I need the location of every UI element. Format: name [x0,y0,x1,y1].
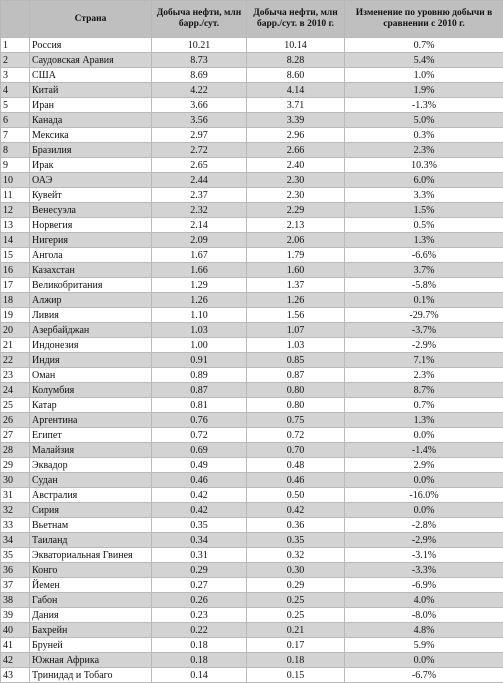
country-cell: Бруней [30,638,152,653]
production-cell: 0.42 [152,503,247,518]
production-2010-cell: 0.80 [247,383,345,398]
production-cell: 1.26 [152,293,247,308]
change-cell: 3.7% [345,263,503,278]
change-cell: 0.5% [345,218,503,233]
production-2010-cell: 0.46 [247,473,345,488]
row-number-cell: 41 [1,638,30,653]
table-row [1,668,503,683]
row-number-cell: 6 [1,113,30,128]
change-cell: -6.7% [345,668,503,683]
production-cell: 0.14 [152,668,247,683]
change-cell: 5.4% [345,53,503,68]
production-2010-cell: 0.25 [247,608,345,623]
table-row [1,218,503,233]
country-cell: Тринидад и Тобаго [30,668,152,683]
country-cell: Алжир [30,293,152,308]
table-row [1,323,503,338]
row-number-cell: 16 [1,263,30,278]
table-row [1,83,503,98]
production-2010-cell: 0.72 [247,428,345,443]
production-2010-cell: 0.87 [247,368,345,383]
production-2010-cell: 10.14 [247,38,345,53]
production-cell: 0.18 [152,653,247,668]
production-cell: 3.56 [152,113,247,128]
row-number-cell: 32 [1,503,30,518]
table-row [1,488,503,503]
row-number-cell: 30 [1,473,30,488]
row-number-cell: 28 [1,443,30,458]
row-number-cell: 8 [1,143,30,158]
country-cell: Великобритания [30,278,152,293]
production-cell: 1.03 [152,323,247,338]
production-cell: 1.00 [152,338,247,353]
table-row [1,518,503,533]
production-cell: 2.14 [152,218,247,233]
table-row [1,308,503,323]
row-number-cell: 33 [1,518,30,533]
production-2010-cell: 0.50 [247,488,345,503]
production-cell: 1.66 [152,263,247,278]
production-2010-cell: 2.13 [247,218,345,233]
row-number-cell: 39 [1,608,30,623]
country-cell: Индия [30,353,152,368]
production-cell: 3.66 [152,98,247,113]
table-row [1,38,503,53]
change-cell: 0.3% [345,128,503,143]
production-2010-cell: 1.79 [247,248,345,263]
country-cell: Бахрейн [30,623,152,638]
row-number-cell: 25 [1,398,30,413]
country-cell: Китай [30,83,152,98]
country-cell: Эквадор [30,458,152,473]
country-cell: Ангола [30,248,152,263]
production-2010-cell: 3.39 [247,113,345,128]
row-number-cell: 15 [1,248,30,263]
table-row [1,368,503,383]
row-number-cell: 9 [1,158,30,173]
production-cell: 0.18 [152,638,247,653]
row-number-cell: 22 [1,353,30,368]
change-cell: 0.7% [345,398,503,413]
country-cell: Ирак [30,158,152,173]
country-cell: Аргентина [30,413,152,428]
table-row [1,458,503,473]
change-cell: -16.0% [345,488,503,503]
country-cell: Норвегия [30,218,152,233]
production-2010-cell: 1.56 [247,308,345,323]
country-cell: Нигерия [30,233,152,248]
change-cell: -3.3% [345,563,503,578]
country-cell: Экваториальная Гвинея [30,548,152,563]
row-number-cell: 26 [1,413,30,428]
production-cell: 0.69 [152,443,247,458]
header-change: Изменение по уровню добычи в сравнении с 2010 г. [345,1,503,38]
production-cell: 1.29 [152,278,247,293]
table-row [1,563,503,578]
change-cell: -1.3% [345,98,503,113]
production-2010-cell: 0.80 [247,398,345,413]
change-cell: 2.3% [345,143,503,158]
production-cell: 0.29 [152,563,247,578]
table-row [1,398,503,413]
row-number-cell: 12 [1,203,30,218]
production-cell: 0.49 [152,458,247,473]
table-row [1,548,503,563]
country-cell: Йемен [30,578,152,593]
country-cell: Габон [30,593,152,608]
change-cell: -2.9% [345,533,503,548]
production-cell: 0.89 [152,368,247,383]
change-cell: 0.0% [345,473,503,488]
change-cell: 5.9% [345,638,503,653]
table-row [1,593,503,608]
table-body [1,38,503,683]
country-cell: Канада [30,113,152,128]
production-cell: 8.69 [152,68,247,83]
country-cell: Колумбия [30,383,152,398]
production-cell: 0.31 [152,548,247,563]
header-number [1,1,30,38]
change-cell: 7.1% [345,353,503,368]
row-number-cell: 4 [1,83,30,98]
row-number-cell: 5 [1,98,30,113]
production-cell: 2.32 [152,203,247,218]
production-2010-cell: 0.42 [247,503,345,518]
table-row [1,443,503,458]
change-cell: -2.9% [345,338,503,353]
country-cell: Дания [30,608,152,623]
production-cell: 8.73 [152,53,247,68]
row-number-cell: 18 [1,293,30,308]
production-cell: 2.09 [152,233,247,248]
production-2010-cell: 0.36 [247,518,345,533]
table-row [1,353,503,368]
production-2010-cell: 4.14 [247,83,345,98]
production-cell: 4.22 [152,83,247,98]
table-row [1,623,503,638]
production-2010-cell: 0.48 [247,458,345,473]
production-2010-cell: 1.60 [247,263,345,278]
production-2010-cell: 1.07 [247,323,345,338]
production-cell: 0.76 [152,413,247,428]
row-number-cell: 11 [1,188,30,203]
row-number-cell: 40 [1,623,30,638]
production-cell: 0.35 [152,518,247,533]
table-row [1,428,503,443]
production-cell: 0.91 [152,353,247,368]
table-row [1,653,503,668]
table-row [1,173,503,188]
country-cell: Оман [30,368,152,383]
production-2010-cell: 0.70 [247,443,345,458]
production-cell: 2.44 [152,173,247,188]
country-cell: Сирия [30,503,152,518]
production-2010-cell: 2.30 [247,173,345,188]
country-cell: Ливия [30,308,152,323]
table-row [1,188,503,203]
production-cell: 0.27 [152,578,247,593]
production-cell: 0.46 [152,473,247,488]
row-number-cell: 35 [1,548,30,563]
production-cell: 2.72 [152,143,247,158]
table-row [1,128,503,143]
production-2010-cell: 1.37 [247,278,345,293]
change-cell: 2.3% [345,368,503,383]
country-cell: Малайзия [30,443,152,458]
table-row [1,263,503,278]
table-row [1,473,503,488]
production-cell: 2.37 [152,188,247,203]
change-cell: -8.0% [345,608,503,623]
table-row [1,233,503,248]
row-number-cell: 23 [1,368,30,383]
table-row [1,203,503,218]
row-number-cell: 42 [1,653,30,668]
change-cell: -29.7% [345,308,503,323]
country-cell: Венесуэла [30,203,152,218]
change-cell: -6.9% [345,578,503,593]
row-number-cell: 19 [1,308,30,323]
row-number-cell: 7 [1,128,30,143]
row-number-cell: 29 [1,458,30,473]
row-number-cell: 24 [1,383,30,398]
country-cell: Австралия [30,488,152,503]
country-cell: Таиланд [30,533,152,548]
production-cell: 0.87 [152,383,247,398]
table-row [1,113,503,128]
row-number-cell: 36 [1,563,30,578]
production-2010-cell: 2.30 [247,188,345,203]
table-row [1,608,503,623]
country-cell: Бразилия [30,143,152,158]
production-2010-cell: 1.26 [247,293,345,308]
change-cell: 1.3% [345,413,503,428]
change-cell: -1.4% [345,443,503,458]
row-number-cell: 21 [1,338,30,353]
change-cell: -3.7% [345,323,503,338]
table-header-row [1,1,503,38]
row-number-cell: 13 [1,218,30,233]
change-cell: 3.3% [345,188,503,203]
production-2010-cell: 3.71 [247,98,345,113]
country-cell: Казахстан [30,263,152,278]
production-cell: 1.10 [152,308,247,323]
production-2010-cell: 2.96 [247,128,345,143]
country-cell: ОАЭ [30,173,152,188]
country-cell: США [30,68,152,83]
table-row [1,98,503,113]
change-cell: 1.0% [345,68,503,83]
production-cell: 0.26 [152,593,247,608]
country-cell: Конго [30,563,152,578]
country-cell: Россия [30,38,152,53]
change-cell: 0.0% [345,503,503,518]
country-cell: Индонезия [30,338,152,353]
production-cell: 0.72 [152,428,247,443]
production-2010-cell: 2.06 [247,233,345,248]
change-cell: 1.5% [345,203,503,218]
change-cell: 10.3% [345,158,503,173]
production-2010-cell: 8.28 [247,53,345,68]
change-cell: -6.6% [345,248,503,263]
production-2010-cell: 0.18 [247,653,345,668]
change-cell: 8.7% [345,383,503,398]
table-row [1,158,503,173]
table-row [1,293,503,308]
change-cell: 0.7% [345,38,503,53]
header-production-2010: Добыча нефти, млн барр./сут. в 2010 г. [247,1,345,38]
country-cell: Саудовская Аравия [30,53,152,68]
production-2010-cell: 2.29 [247,203,345,218]
production-2010-cell: 0.75 [247,413,345,428]
country-cell: Катар [30,398,152,413]
production-2010-cell: 0.32 [247,548,345,563]
country-cell: Азербайджан [30,323,152,338]
table-row [1,413,503,428]
header-production: Добыча нефти, млн барр./сут. [152,1,247,38]
row-number-cell: 37 [1,578,30,593]
production-cell: 10.21 [152,38,247,53]
change-cell: 5.0% [345,113,503,128]
production-cell: 0.22 [152,623,247,638]
production-cell: 0.81 [152,398,247,413]
row-number-cell: 20 [1,323,30,338]
table-row [1,533,503,548]
row-number-cell: 31 [1,488,30,503]
production-2010-cell: 0.21 [247,623,345,638]
change-cell: 0.0% [345,653,503,668]
table-row [1,503,503,518]
production-2010-cell: 8.60 [247,68,345,83]
change-cell: 2.9% [345,458,503,473]
production-cell: 1.67 [152,248,247,263]
country-cell: Иран [30,98,152,113]
country-cell: Египет [30,428,152,443]
production-cell: 0.23 [152,608,247,623]
production-cell: 0.34 [152,533,247,548]
header-country: Страна [30,1,152,38]
production-2010-cell: 0.85 [247,353,345,368]
row-number-cell: 10 [1,173,30,188]
change-cell: 6.0% [345,173,503,188]
change-cell: 0.0% [345,428,503,443]
change-cell: 1.9% [345,83,503,98]
row-number-cell: 17 [1,278,30,293]
production-2010-cell: 0.17 [247,638,345,653]
country-cell: Вьетнам [30,518,152,533]
production-2010-cell: 2.66 [247,143,345,158]
production-cell: 2.97 [152,128,247,143]
table-row [1,638,503,653]
production-cell: 2.65 [152,158,247,173]
change-cell: -3.1% [345,548,503,563]
country-cell: Мексика [30,128,152,143]
row-number-cell: 2 [1,53,30,68]
production-2010-cell: 0.29 [247,578,345,593]
row-number-cell: 1 [1,38,30,53]
production-2010-cell: 2.40 [247,158,345,173]
row-number-cell: 3 [1,68,30,83]
table-row [1,248,503,263]
change-cell: 4.8% [345,623,503,638]
table-row [1,383,503,398]
production-2010-cell: 0.35 [247,533,345,548]
production-2010-cell: 0.15 [247,668,345,683]
row-number-cell: 34 [1,533,30,548]
production-2010-cell: 1.03 [247,338,345,353]
table-row [1,53,503,68]
row-number-cell: 43 [1,668,30,683]
country-cell: Кувейт [30,188,152,203]
table-row [1,143,503,158]
row-number-cell: 38 [1,593,30,608]
table-row [1,338,503,353]
row-number-cell: 27 [1,428,30,443]
country-cell: Судан [30,473,152,488]
change-cell: 1.3% [345,233,503,248]
change-cell: 4.0% [345,593,503,608]
change-cell: -5.8% [345,278,503,293]
country-cell: Южная Африка [30,653,152,668]
change-cell: -2.8% [345,518,503,533]
table-row [1,578,503,593]
production-2010-cell: 0.25 [247,593,345,608]
table-row [1,68,503,83]
table-row [1,278,503,293]
row-number-cell: 14 [1,233,30,248]
production-2010-cell: 0.30 [247,563,345,578]
production-cell: 0.42 [152,488,247,503]
change-cell: 0.1% [345,293,503,308]
